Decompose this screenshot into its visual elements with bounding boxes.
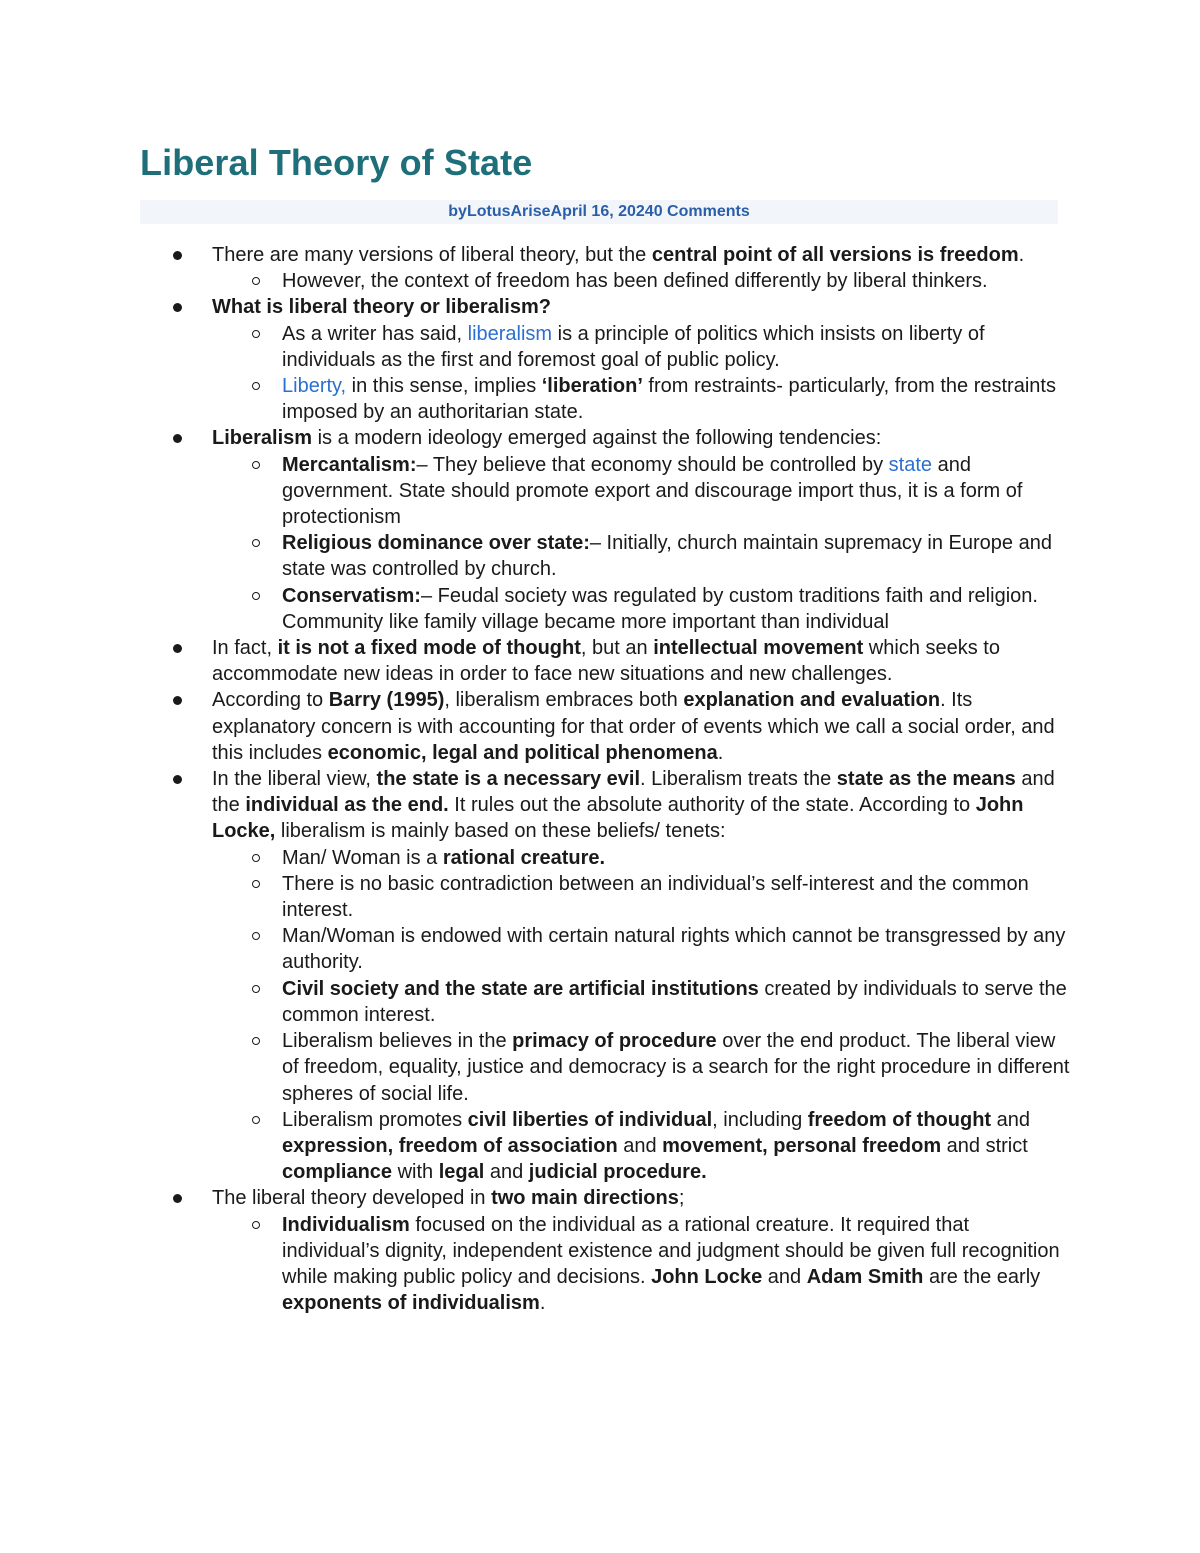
bullet-item (140, 425, 1070, 635)
circle-bullet-icon (252, 1221, 260, 1229)
bullet-dot-icon (173, 303, 182, 312)
sub-bullet-item (212, 1212, 1070, 1317)
bold-text: Conservatism: (282, 584, 421, 607)
bold-text: central point of all versions is freedom (651, 244, 1019, 266)
text-run: liberalism is mainly based on these beliefs/ tenets: (275, 820, 726, 843)
text-run: – Initially, church maintain supremacy in Europe and state was controlled by church. (282, 532, 1052, 581)
circle-bullet-icon (252, 932, 260, 940)
text-run: As a writer has said, (282, 322, 468, 345)
sub-bullet-list (212, 452, 1070, 635)
circle-bullet-icon (252, 277, 260, 285)
sub-bullet-item (212, 530, 1070, 582)
circle-bullet-icon (252, 1037, 260, 1045)
bold-text: legal (438, 1161, 485, 1184)
text-run: Man/ Woman is a (282, 846, 443, 869)
text-run: from restraints- particularly, from the restraints imposed by an authoritarian state. (282, 375, 1056, 424)
bullet-item (140, 766, 1070, 1185)
bold-text: Barry (1995) (328, 689, 445, 712)
bullet-dot-icon (173, 775, 182, 784)
inline-link[interactable]: liberalism (467, 322, 553, 345)
text-run: and strict (941, 1134, 1028, 1157)
bold-text: Individualism (282, 1213, 410, 1236)
text-run: – They believe that economy should be controlled by (416, 453, 889, 476)
text-run: , including (712, 1108, 808, 1131)
text-run: with (392, 1161, 439, 1184)
bullet-item (140, 294, 1070, 425)
sub-bullet-item (212, 871, 1070, 923)
sub-bullet-item (212, 321, 1070, 373)
sub-bullet-item (212, 373, 1070, 425)
circle-bullet-icon (252, 1116, 260, 1124)
sub-bullet-item (212, 923, 1070, 975)
sub-bullet-item (212, 845, 1070, 871)
text-run: and (762, 1265, 807, 1288)
bold-text: compliance (282, 1161, 393, 1184)
text-run: are the early (923, 1265, 1041, 1288)
text-run: – Feudal society was regulated by custom traditions faith and religion. Community like family village became more important than individual (282, 584, 1038, 633)
text-run: However, the context of freedom has been defined differently by liberal thinkers. (282, 270, 988, 293)
text-run: . (1018, 244, 1025, 266)
bold-text: expression, freedom of association (282, 1134, 618, 1157)
bold-text: it is not a fixed mode of thought (277, 637, 581, 660)
circle-bullet-icon (252, 592, 260, 600)
bold-text: ‘liberation’ (541, 375, 643, 398)
bullet-list (140, 242, 1070, 1316)
bold-text: Liberalism (212, 427, 313, 450)
bold-text: economic, legal and political phenomena (327, 741, 718, 764)
circle-bullet-icon (252, 539, 260, 547)
text-run: and (484, 1161, 529, 1184)
circle-bullet-icon (252, 880, 260, 888)
bold-text: intellectual movement (653, 637, 864, 660)
bold-text: Adam Smith (806, 1265, 924, 1288)
page-title: Liberal Theory of State (140, 142, 533, 183)
bullet-item (140, 242, 1070, 294)
bold-text: civil liberties of individual (467, 1108, 713, 1131)
sub-bullet-item (212, 976, 1070, 1028)
bullet-dot-icon (173, 696, 182, 705)
bold-text: primacy of procedure (512, 1030, 717, 1053)
circle-bullet-icon (252, 382, 260, 390)
bold-text: John Locke, (212, 794, 1024, 843)
text-run: Liberalism believes in the (282, 1030, 513, 1053)
circle-bullet-icon (252, 854, 260, 862)
bullet-dot-icon (173, 251, 182, 260)
sub-bullet-item (212, 452, 1070, 531)
bullet-item (140, 1185, 1070, 1316)
bold-text: explanation and evaluation (683, 689, 941, 712)
bullet-dot-icon (173, 644, 182, 653)
bold-text: individual as the end. (245, 794, 449, 817)
text-run: There is no basic contradiction between an individual’s self-interest and the common interest. (282, 872, 1029, 922)
bullet-item (140, 635, 1070, 687)
text-run: focused on the individual as a rational creature. It required that individual’s dignity, independent existence and judgment should be given full recognition while making public policy and decisions. (282, 1213, 1060, 1288)
bold-text: Religious dominance over state: (282, 532, 590, 555)
bold-text: Mercantalism: (282, 453, 417, 476)
text-run: The liberal theory developed in (212, 1187, 492, 1210)
text-run: is a principle of politics which insists on liberty of individuals as the first and foremost goal of public policy. (282, 322, 985, 371)
text-run: and the (212, 768, 1055, 817)
byline[interactable]: byLotusAriseApril 16, 20240 Comments (140, 200, 1058, 224)
text-run: In the liberal view, (212, 768, 377, 791)
sub-bullet-list (212, 845, 1070, 1186)
bold-text: What is liberal theory or liberalism? (212, 296, 551, 319)
bold-text: judicial procedure. (528, 1161, 707, 1184)
bold-text: the state is a necessary evil (376, 768, 641, 791)
sub-bullet-list (212, 268, 1070, 294)
sub-bullet-item (212, 1028, 1070, 1107)
text-run: created by individuals to serve the common interest. (282, 977, 1067, 1026)
text-run: Man/Woman is endowed with certain natural rights which cannot be transgressed by any authority. (282, 925, 1066, 974)
bold-text: state as the means (836, 768, 1016, 791)
text-run: . (717, 741, 724, 764)
sub-bullet-item (212, 1107, 1070, 1186)
bullet-item (140, 687, 1070, 766)
text-run: , liberalism embraces both (444, 689, 684, 712)
bold-text: exponents of individualism (282, 1292, 540, 1315)
sub-bullet-list (212, 1212, 1070, 1317)
bullet-dot-icon (173, 434, 182, 443)
sub-bullet-item (212, 268, 1070, 294)
bold-text: rational creature. (442, 846, 606, 869)
text-run: and (991, 1108, 1031, 1131)
sub-bullet-list (212, 321, 1070, 426)
bold-text: freedom of thought (807, 1108, 992, 1131)
circle-bullet-icon (252, 330, 260, 338)
bold-text: John Locke (651, 1265, 763, 1288)
text-run: . (539, 1292, 546, 1315)
text-run: is a modern ideology emerged against the following tendencies: (312, 427, 882, 450)
text-run: , but an (580, 637, 654, 660)
text-run: and (617, 1134, 663, 1157)
sub-bullet-item (212, 583, 1070, 635)
text-run: In fact, (212, 637, 278, 660)
bold-text: Civil society and the state are artificial institutions (282, 977, 759, 1000)
text-run: and government. State should promote export and discourage import thus, it is a form of protectionism (282, 453, 1023, 529)
inline-link[interactable]: Liberty, (282, 375, 347, 398)
text-run: . Its explanatory concern is with accounting for that order of events which we call a social order, and this includes (212, 689, 1055, 764)
text-run: in this sense, implies (346, 375, 542, 398)
text-run: It rules out the absolute authority of the state. According to (448, 794, 976, 817)
text-run: Liberalism promotes (282, 1108, 468, 1131)
text-run: According to (212, 689, 329, 712)
text-run: ; (678, 1187, 685, 1210)
text-run: over the end product. The liberal view of freedom, equality, justice and democracy is a search for the right procedure in different spheres of social life. (282, 1030, 1070, 1105)
bold-text: two main directions (491, 1187, 679, 1210)
circle-bullet-icon (252, 461, 260, 469)
text-run: There are many versions of liberal theory, but the (212, 244, 652, 266)
bullet-dot-icon (173, 1194, 182, 1203)
bold-text: movement, personal freedom (662, 1134, 942, 1157)
text-run: . Liberalism treats the (640, 768, 837, 791)
text-run: which seeks to accommodate new ideas in order to face new situations and new challenges. (212, 637, 1000, 686)
circle-bullet-icon (252, 985, 260, 993)
inline-link[interactable]: state (888, 453, 933, 476)
